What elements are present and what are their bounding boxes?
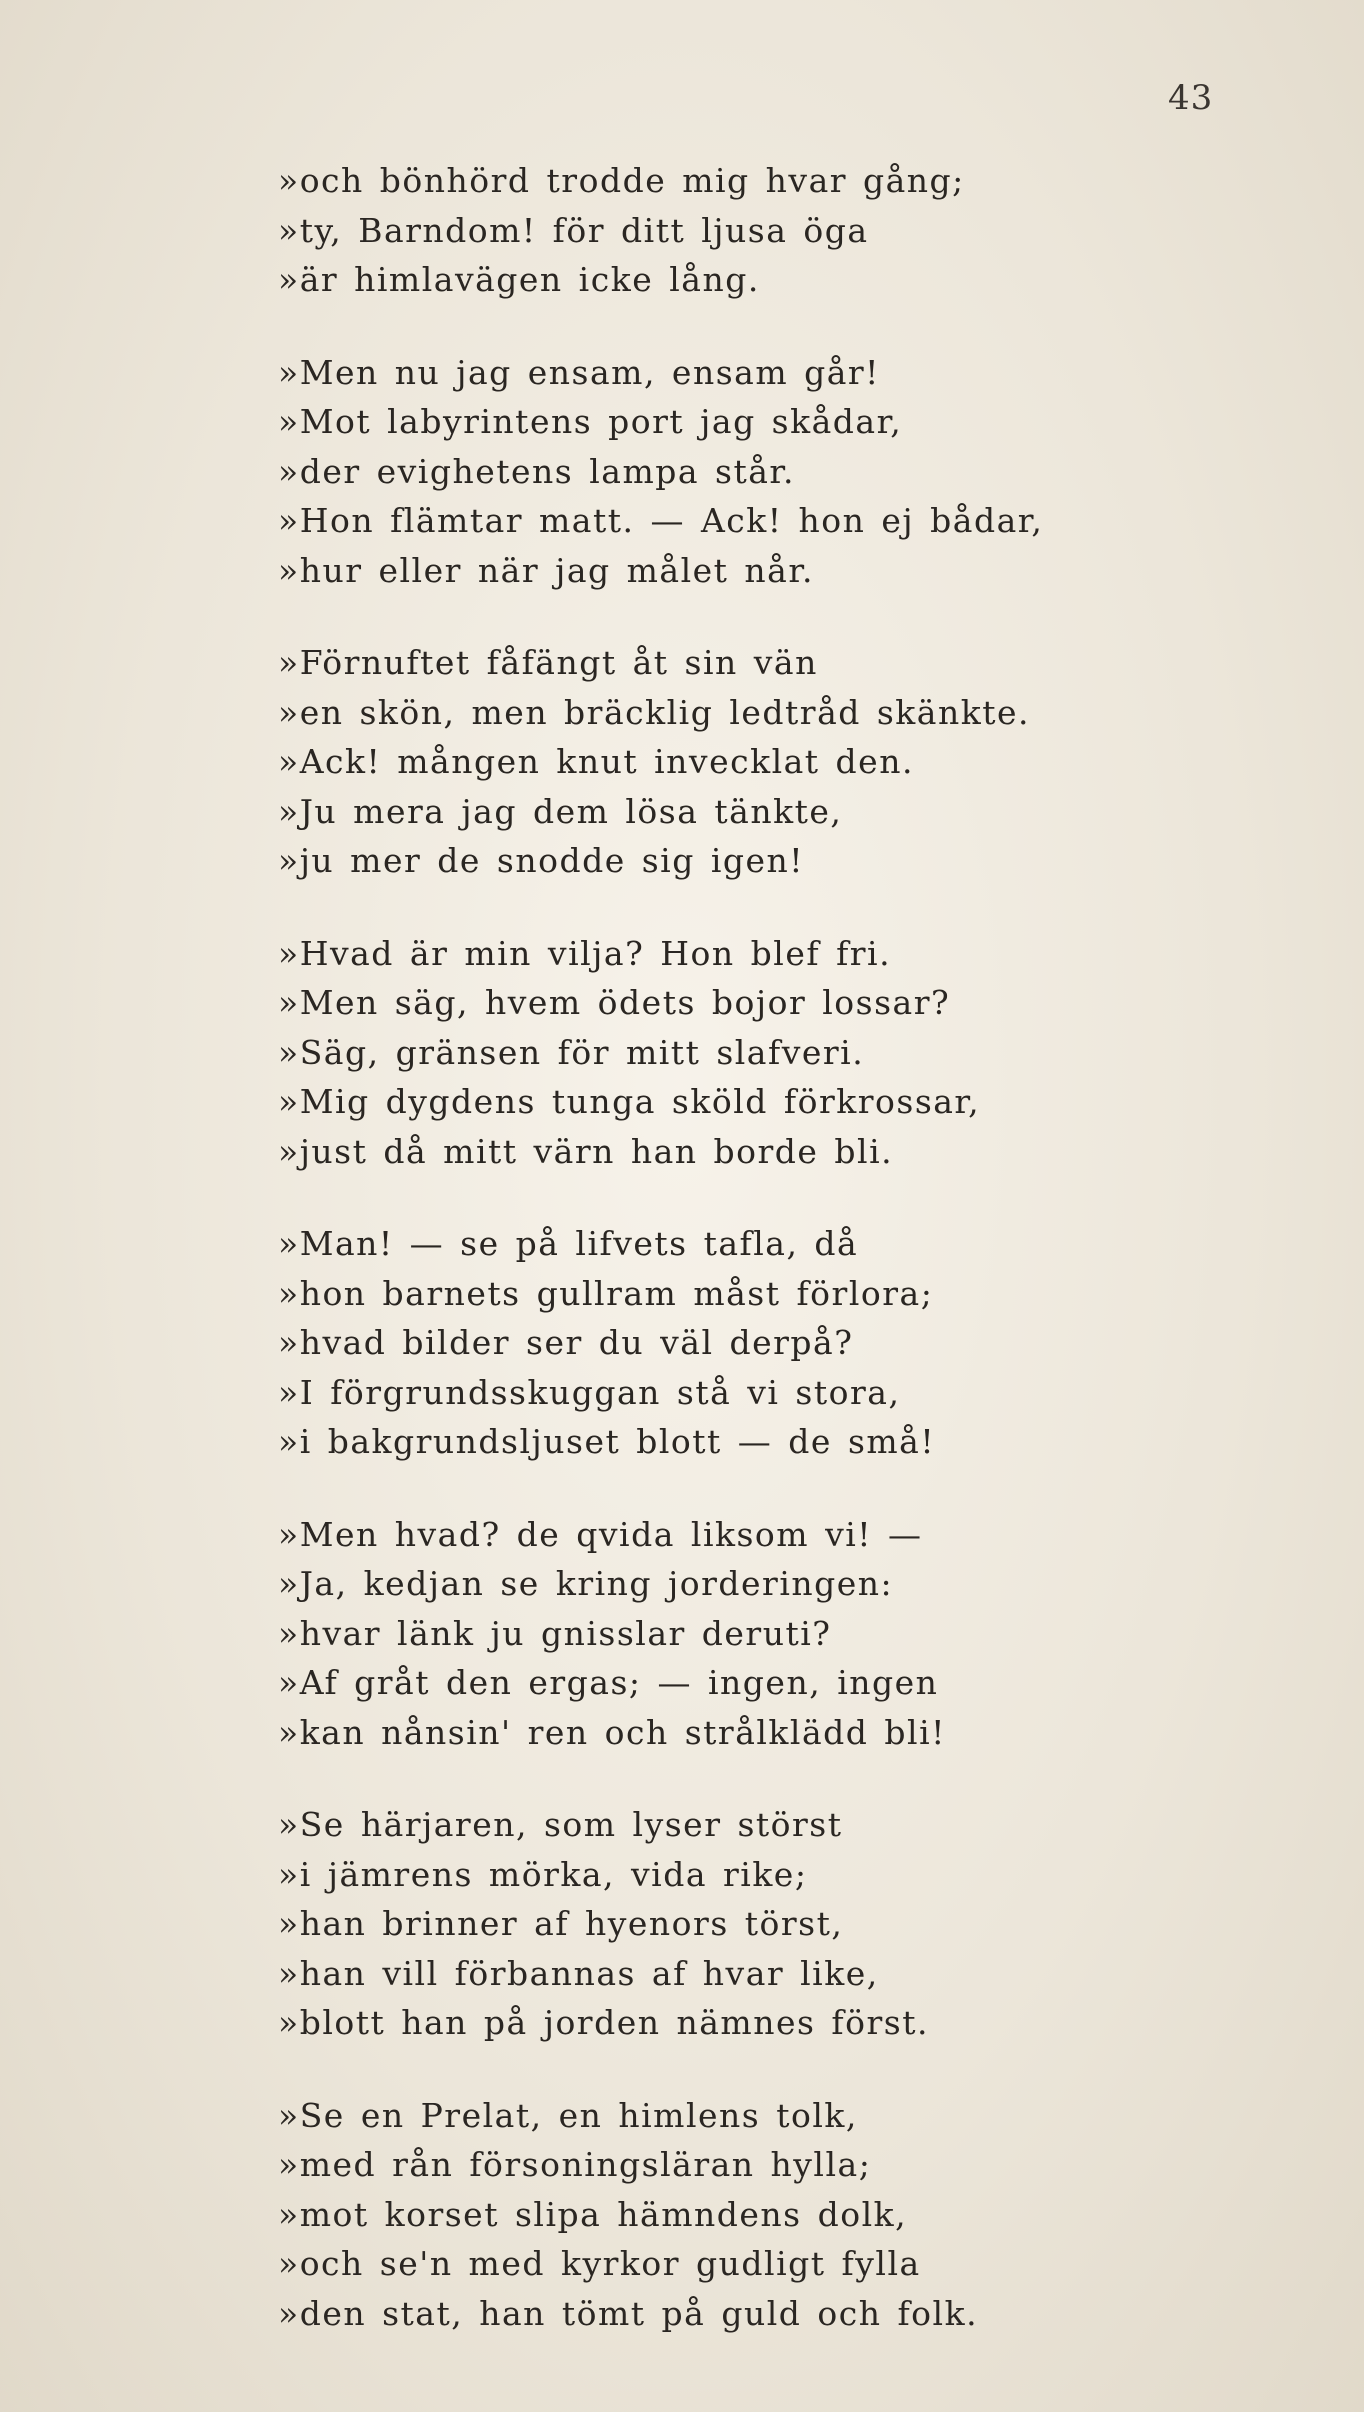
poem-line: »Mig dygdens tunga sköld förkrossar,: [278, 1082, 981, 1121]
poem-line: »Mot labyrintens port jag skådar,: [278, 402, 903, 441]
poem-line: »i bakgrundsljuset blott — de små!: [278, 1422, 936, 1461]
poem-line: »Ja, kedjan se kring jorderingen:: [278, 1564, 894, 1603]
poem-line: »hon barnets gullram måst förlora;: [278, 1273, 934, 1313]
poem-line: »hvar länk ju gnisslar deruti?: [278, 1613, 832, 1653]
stanza-4: [278, 929, 1298, 1177]
stanza-6: [278, 1510, 1298, 1758]
poem-line: »Hvad är min vilja? Hon blef fri.: [278, 933, 892, 973]
stanza-1: [278, 156, 1298, 305]
poem-line: »der evighetens lampa står.: [278, 451, 796, 491]
poem-line: »Hon flämtar matt. — Ack! hon ej bådar,: [278, 501, 1044, 540]
poem-line: »Se en Prelat, en himlens tolk,: [278, 2095, 858, 2135]
stanza-5: [278, 1219, 1298, 1467]
poem-line: »Ack! mången knut invecklat den.: [278, 742, 914, 781]
poem-line: »hvad bilder ser du väl derpå?: [278, 1323, 854, 1362]
poem-line: »är himlavägen icke lång.: [278, 260, 760, 299]
poem-line: »I förgrundsskuggan stå vi stora,: [278, 1372, 901, 1412]
poem-line: »Men nu jag ensam, ensam går!: [278, 352, 880, 392]
poem-line: »kan nånsin' ren och strålklädd bli!: [278, 1712, 946, 1752]
poem-line: »Men säg, hvem ödets bojor lossar?: [278, 983, 951, 1022]
page-number: 43: [1168, 78, 1214, 118]
poem-line: »en skön, men bräcklig ledtråd skänkte.: [278, 692, 1031, 732]
poem-line: »Men hvad? de qvida liksom vi! —: [278, 1514, 923, 1554]
poem-line: »blott han på jorden nämnes först.: [278, 2003, 929, 2042]
stanza-2: [278, 348, 1298, 596]
poem-text: [278, 156, 1298, 2381]
poem-line: »i jämrens mörka, vida rike;: [278, 1854, 808, 1894]
poem-line: »Säg, gränsen för mitt slafveri.: [278, 1032, 865, 1072]
poem-line: »ju mer de snodde sig igen!: [278, 841, 805, 880]
poem-line: »ty, Barndom! för ditt ljusa öga: [278, 210, 869, 250]
stanza-8: [278, 2091, 1298, 2339]
poem-line: »och se'n med kyrkor gudligt fylla: [278, 2244, 921, 2283]
stanza-3: [278, 638, 1298, 886]
poem-line: »Se härjaren, som lyser störst: [278, 1805, 843, 1844]
poem-line: »Förnuftet fåfängt åt sin vän: [278, 643, 818, 682]
poem-line: »den stat, han tömt på guld och folk.: [278, 2293, 979, 2333]
poem-line: »han brinner af hyenors törst,: [278, 1904, 844, 1943]
poem-line: »just då mitt värn han borde bli.: [278, 1131, 894, 1171]
poem-line: »Man! — se på lifvets tafla, då: [278, 1224, 859, 1263]
poem-line: »Ju mera jag dem lösa tänkte,: [278, 791, 843, 831]
poem-line: »mot korset slipa hämndens dolk,: [278, 2194, 908, 2234]
poem-line: »han vill förbannas af hvar like,: [278, 1953, 879, 1993]
poem-line: »med rån försoningsläran hylla;: [278, 2145, 872, 2184]
stanza-7: [278, 1800, 1298, 2048]
poem-line: »och bönhörd trodde mig hvar gång;: [278, 161, 965, 200]
poem-line: »hur eller när jag målet når.: [278, 550, 814, 590]
poem-line: »Af gråt den ergas; — ingen, ingen: [278, 1663, 939, 1702]
